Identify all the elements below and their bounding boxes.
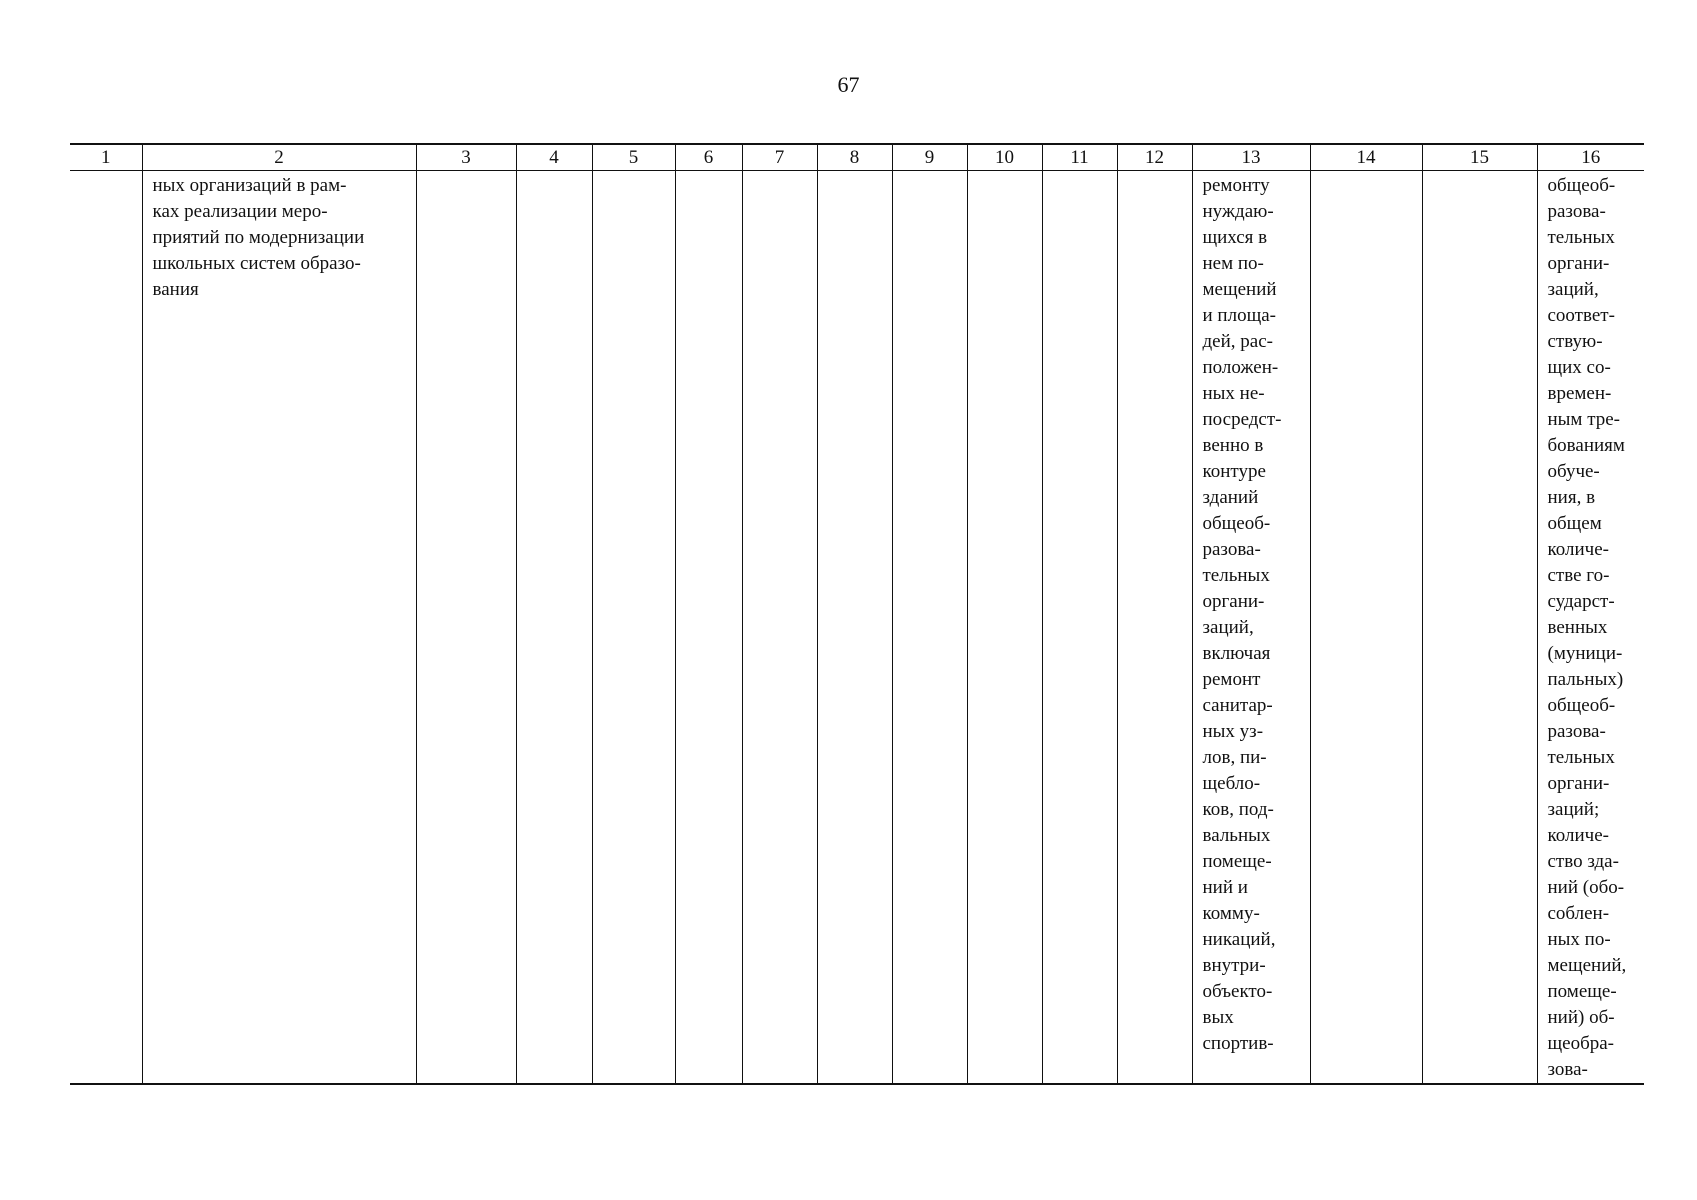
column-header-6: 6 bbox=[675, 144, 742, 171]
table-row bbox=[70, 171, 1644, 1085]
column-header-14: 14 bbox=[1310, 144, 1422, 171]
column-header-1: 1 bbox=[70, 144, 142, 171]
column-header-8: 8 bbox=[817, 144, 892, 171]
column-header-16: 16 bbox=[1537, 144, 1644, 171]
table-cell-col14 bbox=[1310, 171, 1422, 1085]
column-header-13: 13 bbox=[1192, 144, 1310, 171]
header-row bbox=[70, 144, 1644, 171]
column-header-4: 4 bbox=[516, 144, 592, 171]
table-cell-col7 bbox=[742, 171, 817, 1085]
table-cell-col4 bbox=[516, 171, 592, 1085]
column-header-11: 11 bbox=[1042, 144, 1117, 171]
column-header-3: 3 bbox=[416, 144, 516, 171]
table-cell-col12 bbox=[1117, 171, 1192, 1085]
table-cell-col1 bbox=[70, 171, 142, 1085]
column-header-10: 10 bbox=[967, 144, 1042, 171]
page-number: 67 bbox=[837, 72, 860, 97]
table-cell-col5 bbox=[592, 171, 675, 1085]
column-header-5: 5 bbox=[592, 144, 675, 171]
table-cell-col13: ремонту нуждаю- щихся в нем по- мещений и площа- дей, рас- положен- ных не- посредст- венно в контуре зданий общеоб- разова- тельных органи- заций, включая ремонт санитар- ных уз- лов, пи- щебло- ков, под- вальных помеще- ний и комму- никаций, внутри- объекто- вых спортив- bbox=[1192, 171, 1310, 1085]
table-cell-col16: общеоб- разова- тельных органи- заций, соответ- ствую- щих со- времен- ным тре- бованиям обуче- ния, в общем количе- стве го- сударст- венных (муници- пальных) общеоб- разова- тельных органи- заций; количе- ство зда- ний (обо- соблен- ных по- мещений, помеще- ний) об- щеобра- зова- bbox=[1537, 171, 1644, 1085]
column-header-12: 12 bbox=[1117, 144, 1192, 171]
table-cell-col10 bbox=[967, 171, 1042, 1085]
table-cell-col9 bbox=[892, 171, 967, 1085]
column-header-15: 15 bbox=[1422, 144, 1537, 171]
table-cell-col11 bbox=[1042, 171, 1117, 1085]
column-header-2: 2 bbox=[142, 144, 416, 171]
table-cell-col2: ных организаций в рам- ках реализации меро- приятий по модернизации школьных систем образо- вания bbox=[142, 171, 416, 1085]
table-cell-col15 bbox=[1422, 171, 1537, 1085]
table-cell-col8 bbox=[817, 171, 892, 1085]
data-table bbox=[70, 143, 1644, 1085]
table-cell-col6 bbox=[675, 171, 742, 1085]
table-cell-col3 bbox=[416, 171, 516, 1085]
column-header-7: 7 bbox=[742, 144, 817, 171]
column-header-9: 9 bbox=[892, 144, 967, 171]
